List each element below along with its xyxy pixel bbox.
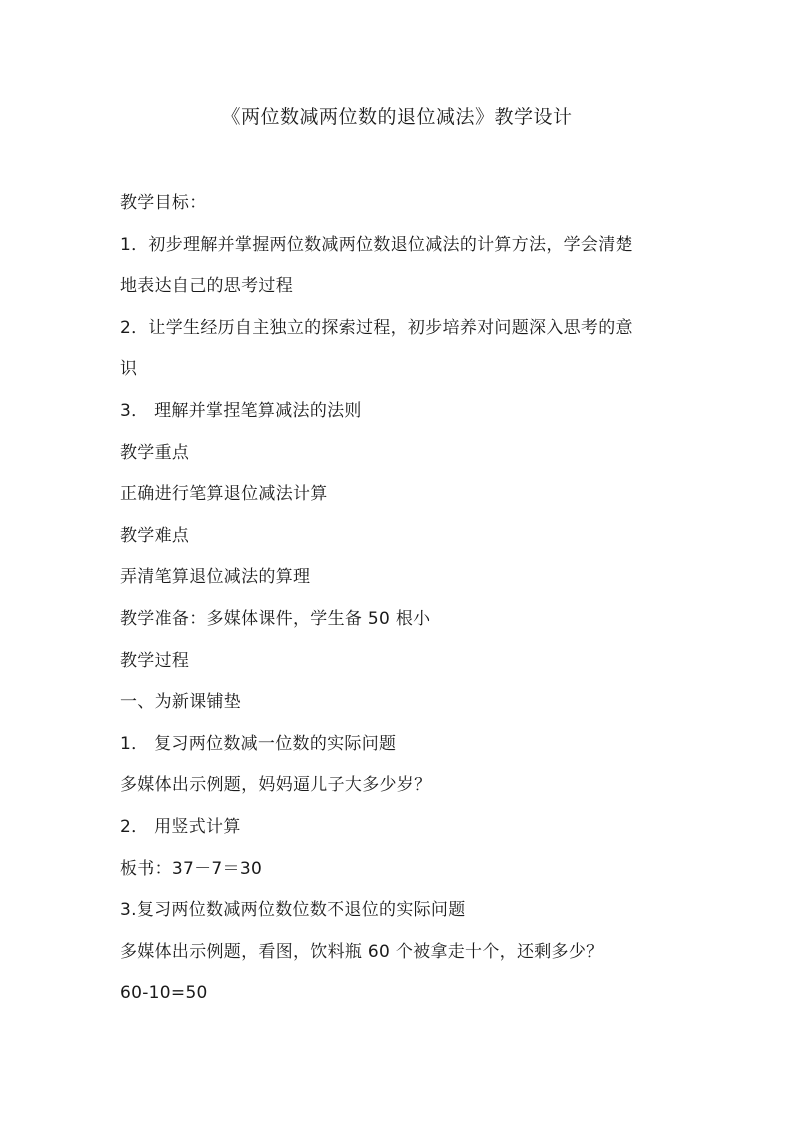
equation-text: 60-10=50 <box>120 983 208 1004</box>
objective-2-line-2: 识 <box>120 359 138 380</box>
subsection-heading-1: 一、为新课铺垫 <box>120 692 242 713</box>
key-points-text: 正确进行笔算退位减法计算 <box>120 484 328 505</box>
objective-1-line-1: 1．初步理解并掌握两位数减两位数退位减法的计算方法，学会清楚 <box>120 234 633 255</box>
section-heading-key-points: 教学重点 <box>120 442 190 463</box>
objective-3: 3． 理解并掌捏笔算减法的法则 <box>120 400 362 421</box>
section-heading-process: 教学过程 <box>120 650 190 671</box>
document-body <box>120 186 680 1018</box>
process-item-1: 1． 复习两位数减一位数的实际问题 <box>120 733 397 754</box>
section-heading-difficulties: 教学难点 <box>120 525 190 546</box>
document-title: 《两位数减两位数的退位减法》教学设计 <box>221 106 573 128</box>
process-item-2: 2． 用竖式计算 <box>120 816 241 837</box>
objective-2-line-1: 2．让学生经历自主独立的探索过程，初步培养对问题深入思考的意 <box>120 317 633 338</box>
objective-1-line-2: 地表达自己的思考过程 <box>120 276 293 297</box>
process-item-3: 3.复习两位数减两位数位数不退位的实际问题 <box>120 900 466 921</box>
process-item-1-detail: 多媒体出示例题，妈妈逼儿子大多少岁？ <box>120 775 432 796</box>
process-item-3-detail: 多媒体出示例题，看图，饮料瓶 60 个被拿走十个，还剩多少？ <box>120 941 604 962</box>
difficulties-text: 弄清笔算退位减法的算理 <box>120 567 311 588</box>
preparation-text: 教学准备：多媒体课件，学生备 50 根小 <box>120 608 431 629</box>
board-writing: 板书：37－7＝30 <box>120 858 263 879</box>
section-heading-objectives: 教学目标： <box>120 193 207 213</box>
